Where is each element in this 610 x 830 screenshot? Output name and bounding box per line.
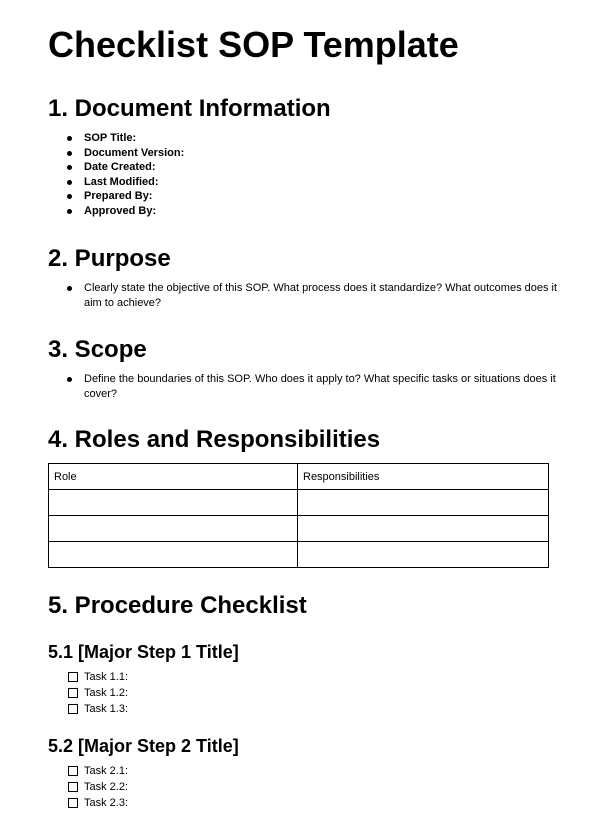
table-row — [49, 516, 549, 542]
checklist-item-label: Task 2.1: — [84, 765, 129, 777]
scope-text: Define the boundaries of this SOP. Who does it apply to? What specific tasks or situations does it cover? — [48, 372, 562, 402]
roles-table — [48, 463, 549, 568]
checkbox[interactable] — [68, 766, 78, 776]
checkbox[interactable] — [68, 798, 78, 808]
step-2-heading: 5.2 [Major Step 2 Title] — [48, 736, 239, 756]
scope-list — [48, 372, 562, 402]
table-cell[interactable] — [298, 490, 549, 516]
checkbox[interactable] — [68, 782, 78, 792]
list-item: SOP Title: — [48, 131, 562, 146]
checklist-item-label: Task 1.3: — [84, 703, 129, 716]
column-header-role: Role — [49, 464, 298, 490]
table-cell[interactable] — [49, 516, 298, 542]
checklist-item-label: Task 1.2: — [84, 687, 129, 700]
step-1-heading: 5.1 [Major Step 1 Title] — [48, 642, 239, 662]
checklist-item — [48, 685, 562, 701]
step-2-checklist — [48, 763, 562, 812]
section-procedure-heading: 5. Procedure Checklist — [48, 592, 307, 619]
section-document-information-heading: 1. Document Information — [48, 95, 331, 122]
list-item: Date Created: — [48, 160, 562, 175]
checklist-item — [48, 779, 562, 795]
checklist-item — [48, 795, 562, 811]
section-roles-heading: 4. Roles and Responsibilities — [48, 426, 381, 453]
column-header-responsibilities: Responsibilities — [298, 464, 549, 490]
table-cell[interactable] — [298, 542, 549, 568]
table-cell[interactable] — [49, 542, 298, 568]
checkbox[interactable] — [68, 688, 78, 698]
checklist-item-label: Task 2.3: — [84, 797, 129, 810]
section-scope-heading: 3. Scope — [48, 336, 147, 363]
checklist-item — [48, 669, 562, 685]
checkbox[interactable] — [68, 704, 78, 714]
checkbox[interactable] — [68, 672, 78, 682]
table-cell[interactable] — [49, 490, 298, 516]
document-title: Checklist SOP Template — [48, 24, 459, 65]
checklist-item — [48, 763, 562, 779]
list-item: Last Modified: — [48, 175, 562, 190]
table-row — [49, 542, 549, 568]
table-row — [49, 490, 549, 516]
checklist-item-label: Task 2.2: — [84, 781, 129, 794]
checklist-item — [48, 701, 562, 717]
table-cell[interactable] — [298, 516, 549, 542]
list-item: Prepared By: — [48, 189, 562, 204]
document-information-list — [48, 131, 562, 219]
step-1-checklist — [48, 669, 562, 718]
purpose-list — [48, 281, 562, 311]
table-header-row — [49, 464, 549, 490]
list-item: Approved By: — [48, 204, 562, 219]
list-item: Document Version: — [48, 146, 562, 161]
checklist-item-label: Task 1.1: — [84, 671, 129, 683]
section-purpose-heading: 2. Purpose — [48, 245, 171, 272]
purpose-text: Clearly state the objective of this SOP. What process does it standardize? What outcomes does it aim to achieve? — [48, 281, 562, 311]
